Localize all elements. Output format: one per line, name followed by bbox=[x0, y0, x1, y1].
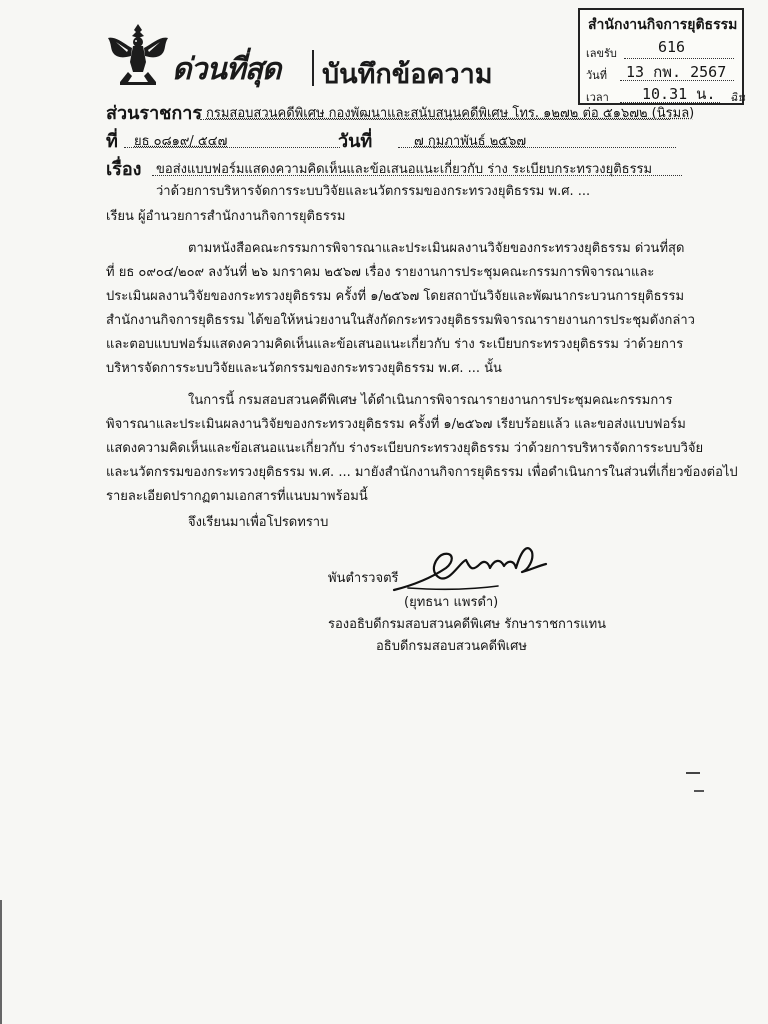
scan-mark bbox=[694, 790, 704, 792]
stamp-date-value: 13 กพ. 2567 bbox=[626, 63, 727, 81]
para2-line: พิจารณาและประเมินผลงานวิจัยของกระทรวงยุติธรรม ครั้งที่ ๑/๒๕๖๗ เรียบร้อยแล้ว และขอส่งแบบฟอร์ม bbox=[106, 417, 686, 432]
scan-edge bbox=[0, 900, 2, 1024]
subject-line-2: ว่าด้วยการบริหารจัดการระบบวิจัยและนวัตกรรมของกระทรวงยุติธรรม พ.ศ. ... bbox=[156, 184, 591, 199]
receipt-stamp bbox=[578, 8, 744, 105]
para2-line: ในการนี้ กรมสอบสวนคดีพิเศษ ได้ดำเนินการพิจารณารายงานการประชุมคณะกรรมการ bbox=[188, 393, 673, 408]
stamp-initials: ฉิน bbox=[730, 91, 746, 104]
urgency-label: ด่วนที่สุด bbox=[172, 52, 281, 87]
stamp-no-value: 616 bbox=[658, 38, 686, 56]
para2-line: แสดงความคิดเห็นและข้อเสนอแนะเกี่ยวกับ ร่างระเบียบกระทรวงยุติธรรม ว่าด้วยการบริหารจัดการระบบวิจัย bbox=[106, 441, 704, 456]
stamp-time-label: เวลา bbox=[586, 91, 609, 104]
para1-line: บริหารจัดการระบบวิจัยและนวัตกรรมของกระทรวงยุติธรรม พ.ศ. ... นั้น bbox=[106, 361, 502, 376]
ref-label: ที่ bbox=[106, 131, 118, 152]
memo-title: บันทึกข้อความ bbox=[322, 59, 493, 90]
para1-line: ตามหนังสือคณะกรรมการพิจารณาและประเมินผลงานวิจัยของกระทรวงยุติธรรม ด่วนที่สุด bbox=[188, 241, 685, 256]
closing-line: จึงเรียนมาเพื่อโปรดทราบ bbox=[188, 515, 329, 530]
stamp-dotline bbox=[624, 58, 734, 59]
para2-line: และนวัตกรรมของกระทรวงยุติธรรม พ.ศ. ... มายังสำนักงานกิจการยุติธรรม เพื่อดำเนินการในส่วนที่เกี่ยวข้องต่อไป bbox=[106, 465, 738, 480]
title-divider bbox=[312, 50, 314, 86]
para1-line: สำนักงานกิจการยุติธรรม ได้ขอให้หน่วยงานในสังกัดกระทรวงยุติธรรมพิจารณารายงานการประชุมดังกล่าว bbox=[106, 313, 695, 328]
garuda-emblem-icon bbox=[106, 22, 170, 88]
para1-line: ประเมินผลงานวิจัยของกระทรวงยุติธรรม ครั้งที่ ๑/๒๕๖๗ โดยสถาบันวิจัยและพัฒนากระบวนการยุติธรรม bbox=[106, 289, 685, 304]
signature-icon bbox=[388, 538, 558, 598]
signatory-name: (ยุทธนา แพรดำ) bbox=[404, 595, 499, 610]
agency-label: ส่วนราชการ bbox=[106, 103, 203, 124]
subject-line-1: ขอส่งแบบฟอร์มแสดงความคิดเห็นและข้อเสนอแนะเกี่ยวกับ ร่าง ระเบียบกระทรวงยุติธรรม bbox=[156, 162, 653, 177]
stamp-no-label: เลขรับ bbox=[586, 47, 617, 60]
salutation: เรียน ผู้อำนวยการสำนักงานกิจการยุติธรรม bbox=[106, 209, 346, 224]
signatory-position-2: อธิบดีกรมสอบสวนคดีพิเศษ bbox=[376, 639, 527, 654]
signatory-rank: พันตำรวจตรี bbox=[328, 571, 399, 586]
subject-label: เรื่อง bbox=[106, 159, 142, 180]
stamp-office: สำนักงานกิจการยุติธรรม bbox=[588, 17, 738, 33]
scan-mark bbox=[686, 772, 700, 774]
stamp-time-value: 10.31 น. bbox=[642, 85, 716, 103]
para2-line: รายละเอียดปรากฏตามเอกสารที่แนบมาพร้อมนี้ bbox=[106, 489, 368, 504]
para1-line: และตอบแบบฟอร์มแสดงความคิดเห็นและข้อเสนอแนะเกี่ยวกับ ร่าง ระเบียบกระทรวงยุติธรรม ว่าด้วยการ bbox=[106, 337, 684, 352]
para1-line: ที่ ยธ ๐๙๐๔/๒๐๙ ลงวันที่ ๒๖ มกราคม ๒๕๖๗ เรื่อง รายงานการประชุมคณะกรรมการพิจารณาและ bbox=[106, 265, 655, 280]
ref-value: ยธ ๐๘๑๙/ ๕๔๗ bbox=[134, 134, 228, 149]
date-label: วันที่ bbox=[338, 131, 373, 152]
date-value: ๗ กุมภาพันธ์ ๒๕๖๗ bbox=[414, 134, 527, 149]
signatory-position-1: รองอธิบดีกรมสอบสวนคดีพิเศษ รักษาราชการแทน bbox=[328, 617, 607, 632]
agency-value: กรมสอบสวนคดีพิเศษ กองพัฒนาและสนับสนุนคดีพิเศษ โทร. ๑๒๗๒ ต่อ ๕๑๖๗๒ (นิรมล) bbox=[206, 106, 695, 121]
stamp-date-label: วันที่ bbox=[586, 69, 607, 82]
